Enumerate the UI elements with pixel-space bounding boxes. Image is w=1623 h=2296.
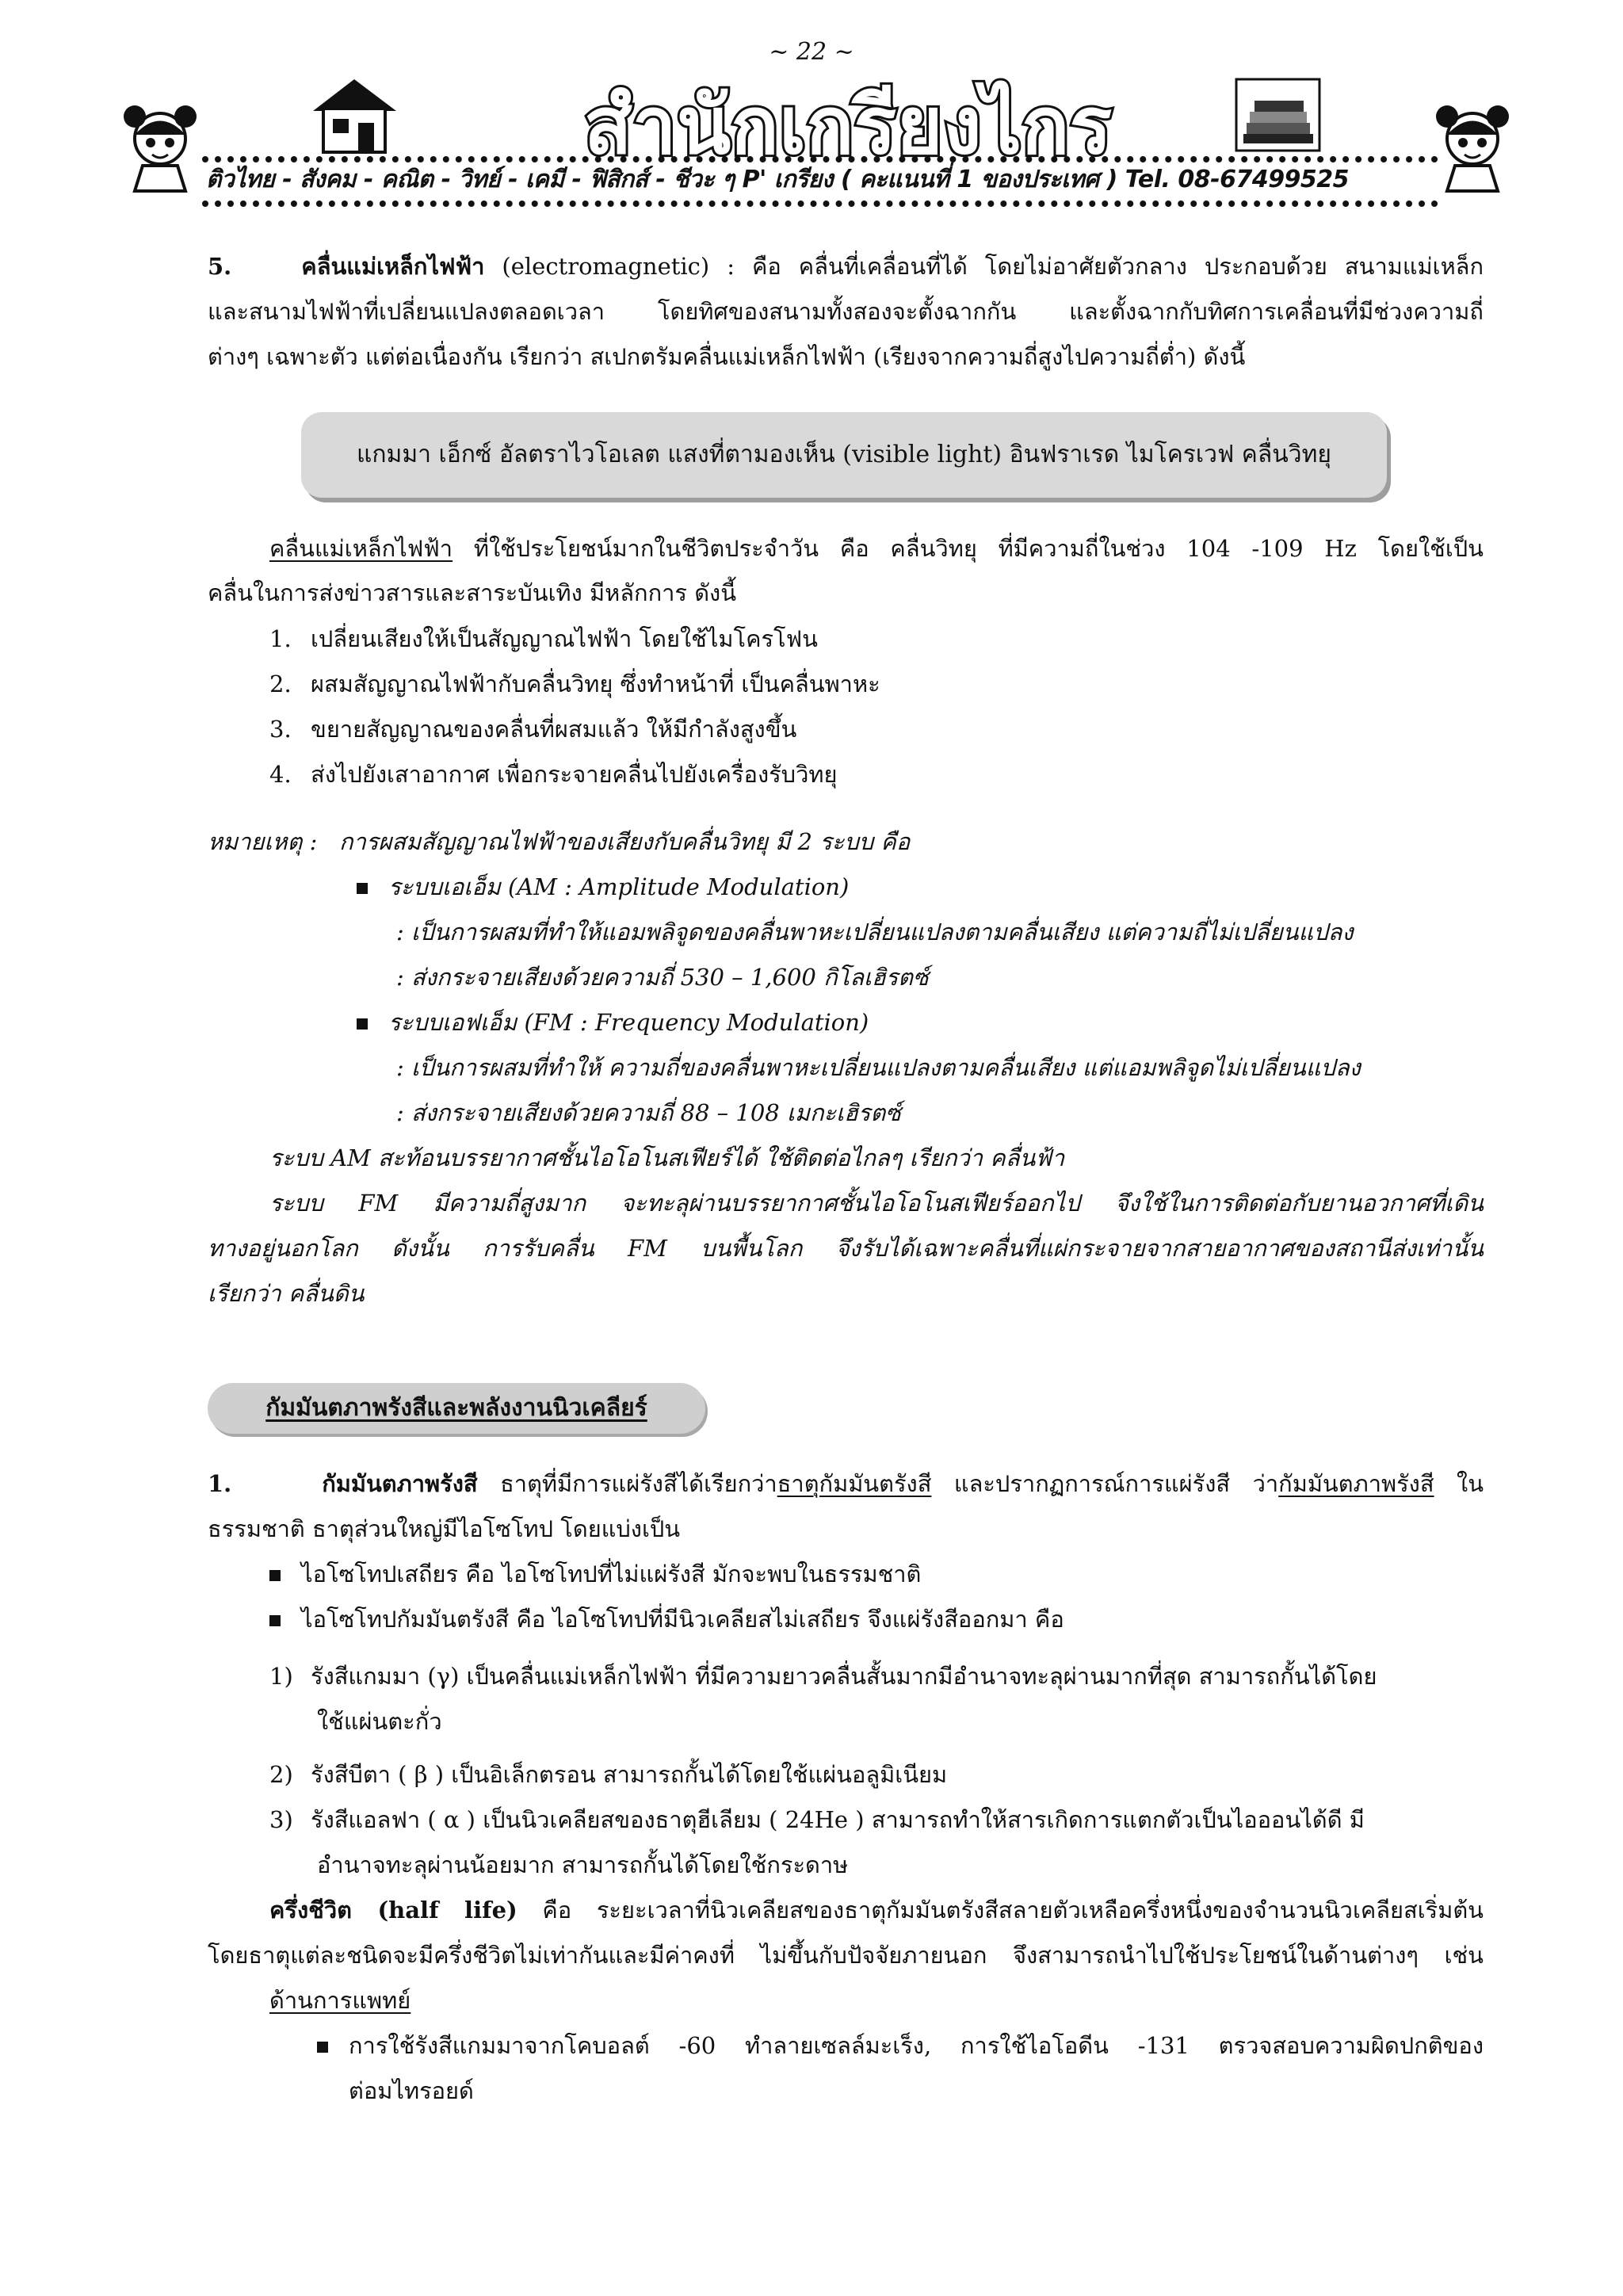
ray-item: [269, 1759, 947, 1790]
am-title: ระบบเอเอ็ม (AM : Amplitude Modulation): [388, 873, 850, 900]
spectrum-box: แกมมา เอ็กซ์ อัลตราไวโอเลต แสงที่ตามองเห็น (visible light) อินฟราเรด ไมโครเวฟ คลื่นวิทยุ: [301, 412, 1387, 498]
am-desc-2: [396, 961, 929, 993]
step-text: เปลี่ยนเสียงให้เป็นสัญญาณไฟฟ้า โดยใช้ไมโครโฟน: [311, 625, 818, 652]
nuclear-text-a: ธาตุที่มีการแผ่รังสีได้เรียกว่า: [500, 1470, 777, 1497]
medical-line-1: [317, 2030, 1484, 2061]
nuclear-title: กัมมันตภาพรังสี: [322, 1470, 478, 1497]
logo-text: สำนักเกรียงไกร: [583, 79, 1113, 172]
step-number: 1.: [269, 625, 292, 652]
medical-title: ด้านการแพทย์: [269, 1987, 411, 2014]
note-line: [208, 826, 910, 858]
step-item: [269, 758, 837, 790]
ray-text: รังสีบีตา ( β ) เป็นอิเล็กตรอน สามารถกั้นได้โดยใช้แผ่นอลูมิเนียม: [311, 1761, 948, 1788]
masthead: [0, 67, 1623, 202]
step-number: 4.: [269, 761, 292, 788]
ray-number: 2): [269, 1761, 293, 1788]
bullet-square-icon: [269, 1570, 281, 1581]
tagline: ติวไทย - สังคม - คณิต - วิทย์ - เคมี - ฟิสิกส์ - ชีวะ ๆ P' เกรียง ( คะแนนที่ 1 ของประเทศ ) Tel. 08-67499525: [206, 166, 1350, 193]
bullet-square-icon: [357, 883, 368, 894]
s5-number: 5.: [208, 253, 232, 280]
am-sky-line: [269, 1142, 1064, 1174]
bullet-square-icon: [357, 1018, 368, 1030]
s5-line-3: ต่างๆ เฉพาะตัว แต่ต่อเนื่องกัน เรียกว่า สเปกตรัมคลื่นแม่เหล็กไฟฟ้า (เรียงจากความถี่สูงไปความถี่ต่ำ) ดังนี้: [208, 343, 1246, 370]
bullet-square-icon: [317, 2042, 328, 2053]
medical-text-1: การใช้รังสีแกมมาจากโคบอลต์ -60 ทำลายเซลล์มะเร็ง, การใช้ไอโอดีน -131 ตรวจสอบความผิดปกติของ: [349, 2032, 1484, 2059]
books-icon: [1232, 75, 1323, 155]
isotope-bullet-text: ไอโซโทปเสถียร คือ ไอโซโทปที่ไม่แผ่รังสี มักจะพบในธรรมชาติ: [301, 1561, 922, 1587]
ray-text: รังสีแอลฟา ( α ) เป็นนิวเคลียสของธาตุฮีเลียม ( 24He ) สามารถทำให้สารเกิดการแตกตัวเป็นไอออนได้ดี มี: [311, 1806, 1365, 1833]
isotope-bullet-text: ไอโซโทปกัมมันตรังสี คือ ไอโซโทปที่มีนิวเคลียสไม่เสถียร จึงแผ่รังสีออกมา คือ: [301, 1606, 1064, 1633]
page-number: ~ 22 ~: [769, 38, 854, 66]
ray-number: 3): [269, 1806, 293, 1833]
ray-text: รังสีแกมมา (γ) เป็นคลื่นแม่เหล็กไฟฟ้า ที่มีความยาวคลื่นสั้นมากมีอำนาจทะลุผ่านมากที่สุด สามารถกั้นได้โดย: [311, 1663, 1377, 1690]
halflife-text-1: คือ ระยะเวลาที่นิวเคลียสของธาตุกัมมันตรังสีสลายตัวเหลือครึ่งหนึ่งของจำนวนนิวเคลียสเริ่มต้น: [542, 1897, 1484, 1924]
step-number: 3.: [269, 716, 292, 743]
nuclear-term-2: กัมมันตภาพรังสี: [1278, 1470, 1434, 1497]
step-item: [269, 713, 796, 745]
isotope-bullet: [269, 1558, 921, 1590]
s5-title: คลื่นแม่เหล็กไฟฟ้า: [301, 253, 485, 280]
halflife-line-1: [269, 1894, 1484, 1926]
ray-item: [269, 1804, 1365, 1836]
step-number: 2.: [269, 670, 292, 697]
fm-line-2: [208, 1232, 1484, 1264]
am-desc-2-text: : ส่งกระจายเสียงด้วยความถี่ 530 – 1,600 กิโลเฮิรตซ์: [396, 964, 929, 991]
fm-line-1-text: ระบบ FM มีความถี่สูงมาก จะทะลุผ่านบรรยากาศชั้นไอโอโนสเฟียร์ออกไป จึงใช้ในการติดต่อกับยานอวกาศที่เดิน: [269, 1190, 1484, 1217]
step-text: ผสมสัญญาณไฟฟ้ากับคลื่นวิทยุ ซึ่งทำหน้าที่ เป็นคลื่นพาหะ: [311, 670, 880, 697]
fm-line-1: [269, 1187, 1484, 1219]
bullet-square-icon: [269, 1615, 281, 1626]
medical-title-line: [269, 1985, 411, 2016]
fm-desc-1-text: : เป็นการผสมที่ทำให้ ความถี่ของคลื่นพาหะเปลี่ยนแปลงตามคลื่นเสียง แต่แอมพลิจูดไม่เปลี่ยนแปลง: [396, 1054, 1361, 1081]
note-label: หมายเหตุ :: [208, 828, 318, 855]
note-text: การผสมสัญญาณไฟฟ้าของเสียงกับคลื่นวิทยุ มี 2 ระบบ คือ: [339, 828, 911, 855]
fm-title: ระบบเอฟเอ็ม (FM : Frequency Modulation): [388, 1009, 869, 1036]
ray-item-cont: ใช้แผ่นตะกั่ว: [317, 1708, 442, 1735]
nuclear-text-e: ใน: [1457, 1470, 1484, 1497]
fm-line-3-text: เรียกว่า คลื่นดิน: [208, 1280, 365, 1307]
house-icon: [309, 75, 400, 155]
fm-desc-2-text: : ส่งกระจายเสียงด้วยความถี่ 88 – 108 เมกะเฮิรตซ์: [396, 1099, 901, 1126]
step-item: [269, 623, 818, 655]
fm-line-3: [208, 1278, 364, 1309]
halflife-title: ครึ่งชีวิต (half life): [269, 1897, 517, 1924]
radio-text-1: ที่ใช้ประโยชน์มากในชีวิตประจำวัน คือ คลื่นวิทยุ ที่มีความถี่ในช่วง 104 -109 Hz โดยใช้เป็น: [473, 535, 1484, 562]
isotope-bullet: [269, 1603, 1064, 1635]
nuclear-text-c: และปรากฏการณ์การแผ่รังสี ว่า: [953, 1470, 1279, 1497]
halflife-line-2: โดยธาตุแต่ละชนิดจะมีครึ่งชีวิตไม่เท่ากันและมีค่าคงที่ ไม่ขึ้นกับปัจจัยภายนอก จึงสามารถนำไปใช้ประโยชน์ในด้านต่างๆ เช่น: [208, 1942, 1484, 1969]
fm-desc-2: [396, 1097, 901, 1129]
ray-item-cont: อำนาจทะลุผ่านน้อยมาก สามารถกั้นได้โดยใช้กระดาษ: [317, 1851, 849, 1878]
medical-line-2: ต่อมไทรอยด์: [349, 2077, 474, 2104]
section-heading-text: กัมมันตภาพรังสีและพลังงานนิวเคลียร์: [265, 1394, 647, 1422]
mascot-right-icon: [1426, 99, 1522, 194]
step-text: ขยายสัญญาณของคลื่นที่ผสมแล้ว ให้มีกำลังสูงขึ้น: [311, 716, 797, 743]
ray-item: [269, 1660, 1377, 1692]
mascot-left-icon: [111, 99, 206, 194]
am-desc-1-text: : เป็นการผสมที่ทำให้แอมพลิจูดของคลื่นพาหะเปลี่ยนแปลงตามคลื่นเสียง แต่ความถี่ไม่เปลี่ยนแปลง: [396, 919, 1354, 946]
am-title-line: [357, 871, 849, 903]
nuclear-line-2: ธรรมชาติ ธาตุส่วนใหญ่มีไอโซโทป โดยแบ่งเป็น: [208, 1515, 681, 1542]
nuclear-term-1: ธาตุกัมมันตรังสี: [777, 1470, 932, 1497]
nuclear-line-1: [208, 1468, 1484, 1499]
fm-desc-1: [396, 1052, 1361, 1083]
radio-line-1: [269, 533, 1484, 564]
s5-line-1: [208, 250, 1484, 282]
fm-line-2-text: ทางอยู่นอกโลก ดังนั้น การรับคลื่น FM บนพื้นโลก จึงรับได้เฉพาะคลื่นที่แผ่กระจายจากสายอากาศของสถานีส่งเท่านั้น: [208, 1235, 1484, 1262]
step-item: [269, 668, 880, 700]
s5-text-1: (electromagnetic) : คือ คลื่นที่เคลื่อนที่ได้ โดยไม่อาศัยตัวกลาง ประกอบด้วย สนามแม่เหล็ก: [502, 253, 1484, 280]
am-sky-text: ระบบ AM สะท้อนบรรยากาศชั้นไอโอโนสเฟียร์ได้ ใช้ติดต่อไกลๆ เรียกว่า คลื่นฟ้า: [269, 1144, 1065, 1171]
fm-title-line: [357, 1007, 869, 1038]
radio-line-2: คลื่นในการส่งข่าวสารและสาระบันเทิง มีหลักการ ดังนี้: [208, 579, 737, 606]
radio-lead: คลื่นแม่เหล็กไฟฟ้า: [269, 535, 453, 562]
section-heading: [208, 1383, 705, 1434]
ray-number: 1): [269, 1663, 293, 1690]
step-text: ส่งไปยังเสาอากาศ เพื่อกระจายคลื่นไปยังเครื่องรับวิทยุ: [311, 761, 838, 788]
s5-line-2: และสนามไฟฟ้าที่เปลี่ยนแปลงตลอดเวลา โดยทิศของสนามทั้งสองจะตั้งฉากกัน และตั้งฉากกับทิศการเคลื่อนที่มีช่วงความถี่: [208, 298, 1484, 325]
am-desc-1: [396, 916, 1354, 948]
nuclear-number: 1.: [208, 1470, 232, 1497]
